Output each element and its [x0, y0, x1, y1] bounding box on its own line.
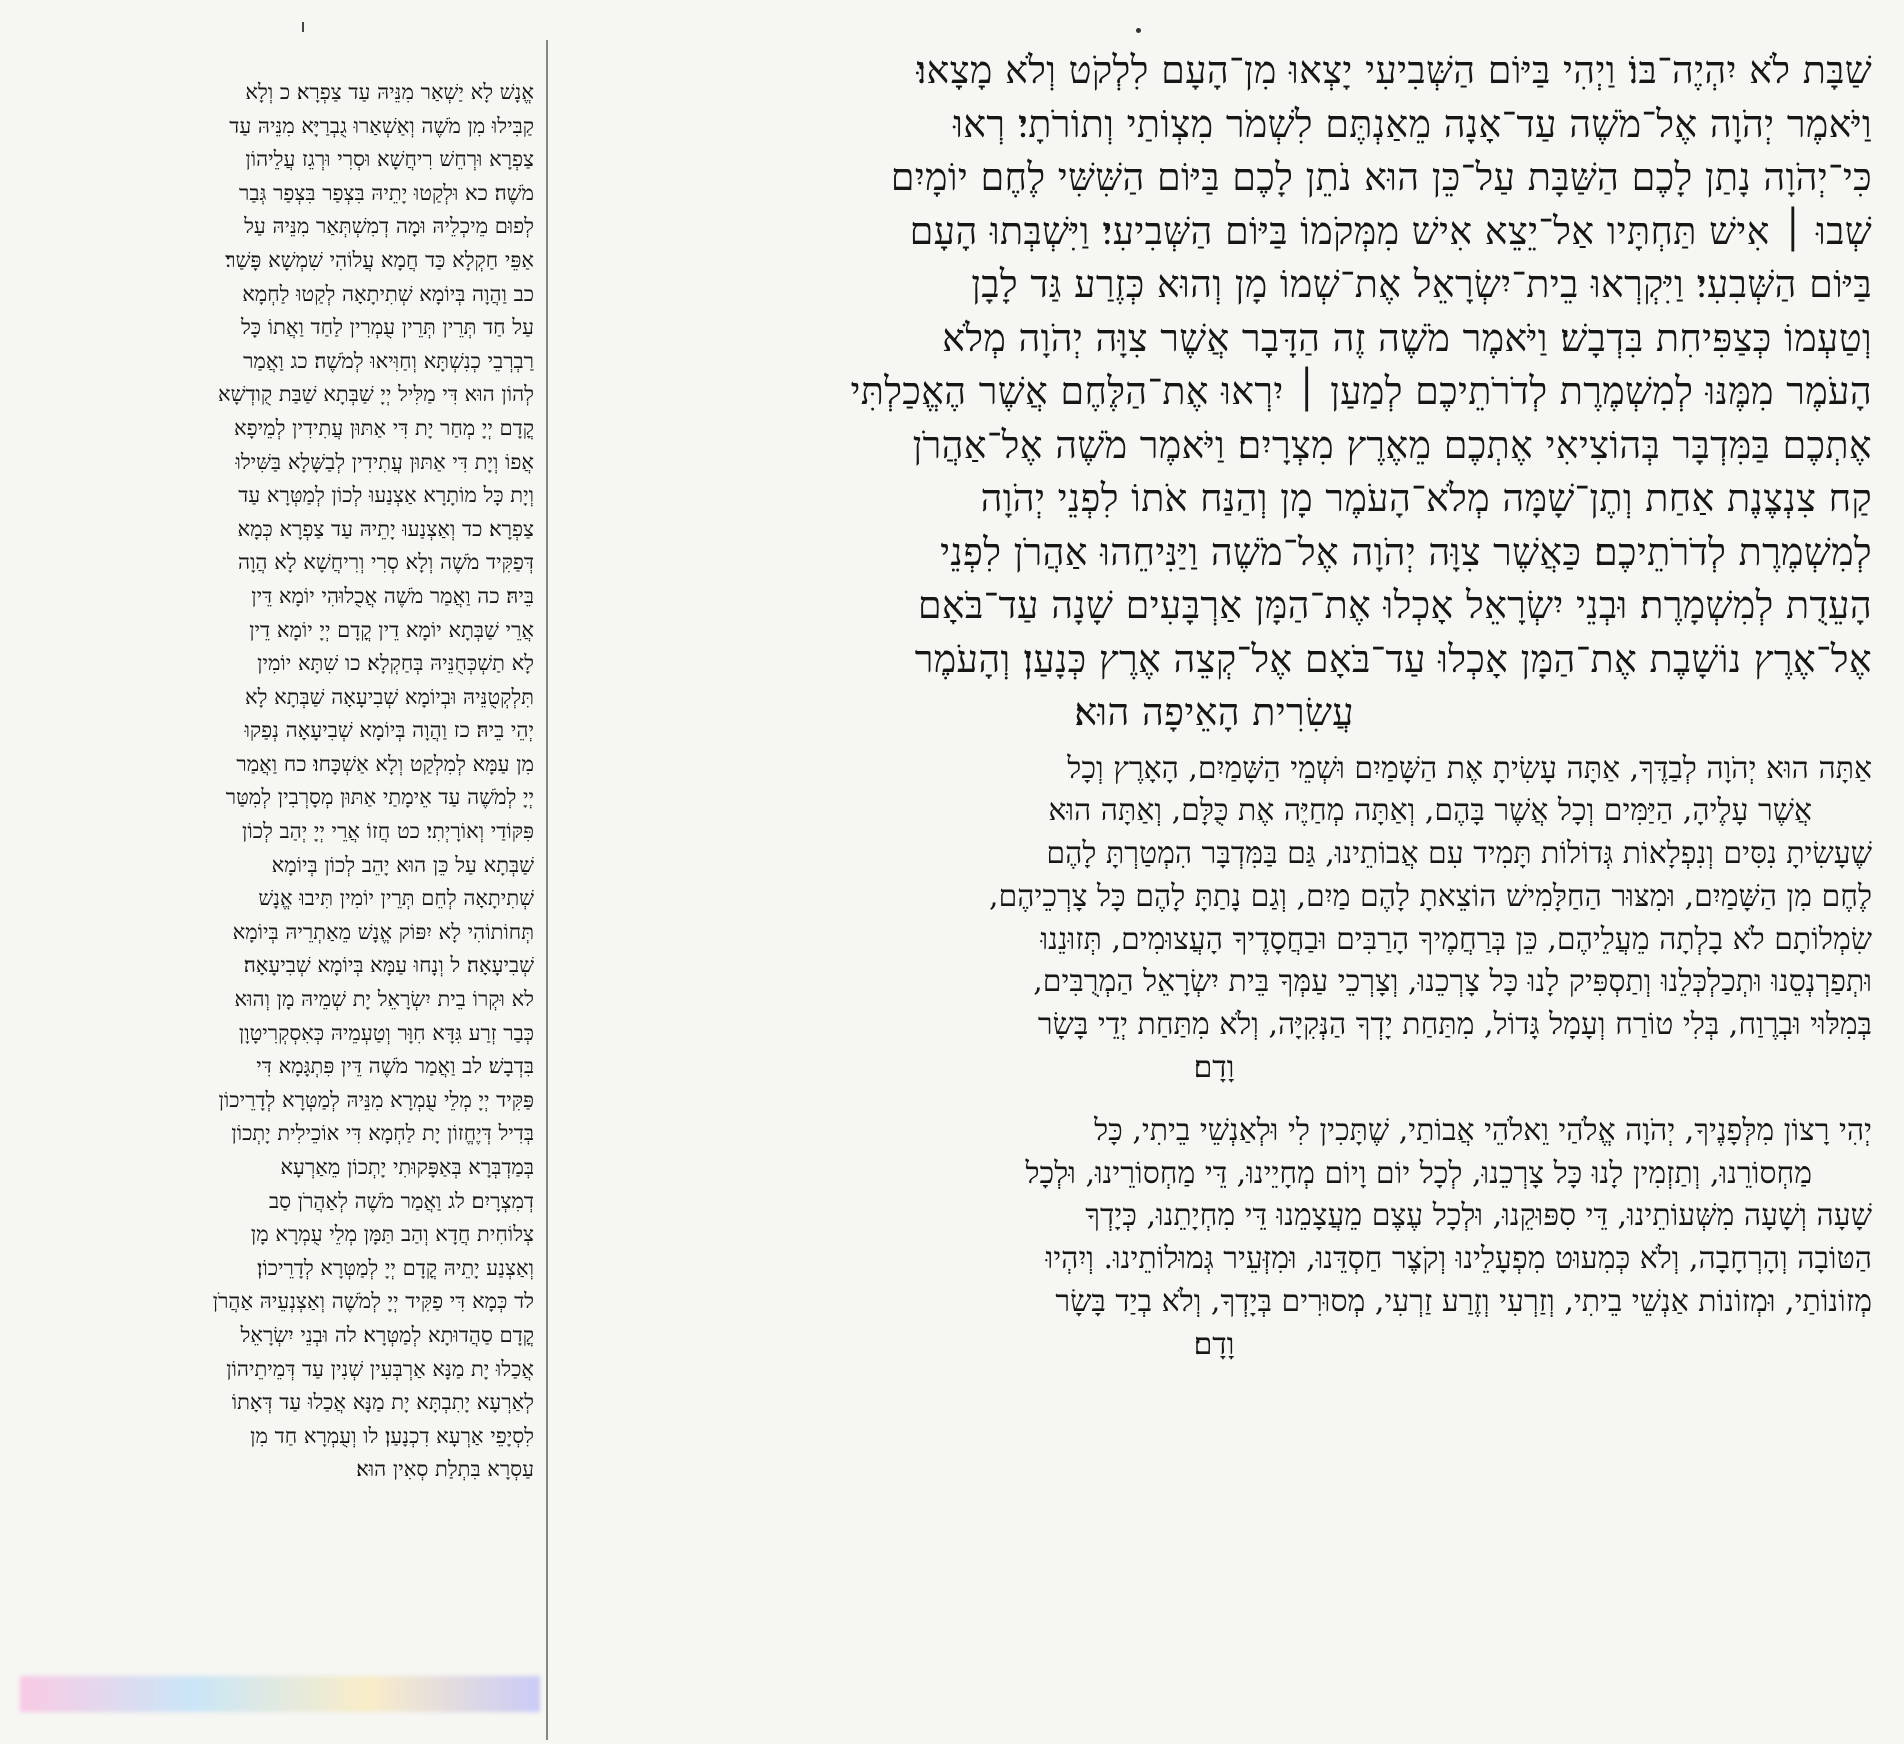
torah-line: כִּי־יְהֹוָה נָתַן לָכֶם הַשַּׁבָּת עַל־כֵּן הוּא נֹתֵן לָכֶם בַּיּוֹם הַשִּׁשִּׁי לֶחֶם יוֹמָיִם	[890, 155, 1872, 199]
targum-line: שְׁבִיעָאָה׃ ל וְנָחוּ עַמָּא בְּיוֹמָא שְׁבִיעָאָה׃	[243, 953, 534, 978]
prayer-line: לֶחֶם מִן הַשָּׁמַיִם, וּמִצּוּר הַחַלָּמִישׁ הוֹצֵאתָ לָהֶם מַיִם, וְגַם נָתַתָּ לָהֶם כָּל צָרְכֵיהֶם,	[988, 878, 1872, 914]
targum-line: אַפֵּי חַקְלָא כַּד חֲמָא עֲלוֹהִי שִׁמְשָׁא פָּשַׁר׃	[225, 247, 534, 272]
prayer-line: בְּמִלּוּי וּבְרֶוַח, בְּלִי טוֹרַח וְעָמָל גָּדוֹל, מִתַּחַת יָדְךָ הַנְּקִיָּה, וְלֹא מִתַּחַת יְדֵי בָּשָׂר	[1037, 1007, 1872, 1043]
scan-mark	[302, 22, 304, 32]
prayer-line: אֲשֶׁר עָלֶיהָ, הַיַּמִּים וְכָל אֲשֶׁר בָּהֶם, וְאַתָּה מְחַיֶּה אֶת כֻּלָּם, וְאַתָּה הוּא	[1048, 793, 1812, 829]
targum-line: וְיָת כָּל מוֹתָרָא אַצְנַעוּ לְכוֹן לְמַטְּרָא עַד	[238, 483, 534, 508]
targum-line: רַבְרְבֵי כְנִשְׁתָּא וְחַוִּיאוּ לְמֹשֶׁה׃ כג וַאֲמַר	[243, 348, 534, 373]
targum-line: דְמִצְרָיִם׃ לג וַאֲמַר מֹשֶׁה לְאַהֲרֹן סַב	[269, 1188, 534, 1213]
targum-line: לָא תַשְׁכְּחֻנֵּיהּ בְּחַקְלָא׃ כו שִׁתָּא יוֹמִין	[257, 651, 534, 676]
prayer-line: וּתְפַרְנְסֵנוּ וּתְכַלְכְּלֵנוּ וְתַסְפִּיק לָנוּ כָּל צָרְכֵנוּ, וְצָרְכֵי עַמְּךָ בֵּית יִשְׂרָאֵל הַמְרֻבִּים,	[1033, 964, 1872, 1000]
targum-line: שְׁתִיתָאָה לְחֵם תְּרֵין יוֹמִין תִּיבוּ אֱנָשׁ	[258, 886, 534, 911]
prayer-line: מְזוֹנוֹתַי, וּמְזוֹנוֹת אַנְשֵׁי בֵיתִי, וְזַרְעִי וְזֶרַע זַרְעִי, מְסוּרִים בְּיָדְךָ, וְלֹא בְיַד בָּשָׂר	[1055, 1284, 1872, 1320]
targum-line: צַפְרָא׃ כד וְאַצְנַעוּ יָתֵיהּ עַד צַפְרָא כְּמָא	[237, 516, 534, 541]
targum-line: קֳדָם יְיָ מְחַר יָת דִּי אַתּוּן עֲתִידִין לְמֵיפָא	[234, 415, 534, 440]
targum-line: אֲרֵי שַׁבְּתָא יוֹמָא דֵין קֳדָם יְיָ יוֹמָא דֵין	[249, 617, 534, 642]
torah-text	[556, 44, 1872, 740]
torah-line: וַיֹּאמֶר יְהֹוָה אֶל־מֹשֶׁה עַד־אָנָה מֵאַנְתֶּם לִשְׁמֹר מִצְוֹתַי וְתוֹרֹתָי׃ רְאוּ	[953, 101, 1872, 146]
torah-line: וְטַעְמוֹ כְּצַפִּיחִת בִּדְבָשׁ׃ וַיֹּאמֶר מֹשֶׁה זֶה הַדָּבָר אֲשֶׁר צִוָּה יְהֹוָה מְלֹא	[942, 315, 1872, 360]
column-divider	[546, 40, 548, 1740]
targum-column	[14, 76, 534, 1487]
prayer-line: הַטּוֹבָה וְהָרְחָבָה, וְלֹא כְּמִעוּט מִפְעָלֵינוּ וְקֹצֶר חַסְדֵּנוּ, וּמִזְּעֵיר גְּמוּלוֹתֵינוּ. וְיִהְיוּ	[1045, 1241, 1872, 1277]
targum-line: תִּלְקְטֻנֵּיהּ וּבְיוֹמָא שְׁבִיעָאָה שַׁבְּתָא לָא	[245, 684, 534, 709]
torah-line: הָעֹמֶר מִמֶּנּוּ לְמִשְׁמֶרֶת לְדֹרֹתֵיכֶם לְמַעַן ׀ יִרְאוּ אֶת־הַלֶּחֶם אֲשֶׁר הֶאֱכַלְתִּי	[850, 369, 1872, 413]
prayer-line: שִׂמְלוֹתָם לֹא בָלְתָה מֵעֲלֵיהֶם, כֵּן בְּרַחֲמֶיךָ הָרַבִּים וּבַחֲסָדֶיךָ הָעֲצוּמִים, תְּזוּנֵנוּ	[1040, 921, 1872, 957]
targum-line: יְיָ לְמֹשֶׁה עַד אֵימָתַי אַתּוּן מְסָרְבִין לְמִטַּר	[225, 785, 534, 810]
torah-line: לְמִשְׁמֶרֶת לְדֹרֹתֵיכֶם׃ כַּאֲשֶׁר צִוָּה יְהֹוָה אֶל־מֹשֶׁה וַיַּנִּיחֵהוּ אַהֲרֹן לִפְנֵי	[940, 529, 1872, 574]
targum-line: כְּבַר זְרַע גִּדָּא חִוָּר וְטַעְמֵיהּ כְּאִסְקְרִיטָוָן	[238, 1020, 534, 1045]
prayer-paragraph-1	[556, 748, 1872, 1090]
targum-line: בְּדִיל דְּיֶחֱזוֹן יָת לַחְמָא דִּי אוֹכֵילִית יָתְכוֹן	[231, 1121, 534, 1146]
targum-line: יְהֵי בֵיהּ׃ כז וַהֲוָה בְּיוֹמָא שְׁבִיעָאָה נְפַקוּ	[244, 718, 534, 743]
torah-line: אֶל־אֶרֶץ נוֹשָׁבֶת אֶת־הַמָּן אָכְלוּ עַד־בֹּאָם אֶל־קְצֵה אֶרֶץ כְּנָעַן׃ וְהָעֹמֶר	[914, 636, 1872, 681]
targum-line: וְאַצְנַע יָתֵיהּ קֳדָם יְיָ לְמַטְּרָא לְדָרֵיכוֹן׃	[256, 1255, 534, 1280]
torah-line-final: עֲשִׂרִית הָאֵיפָה הוּא׃	[1074, 690, 1354, 734]
targum-line: עַל חַד תְּרֵין תְּרֵין עֻמְרִין לַחַד וַאֲתוֹ כָּל	[240, 315, 534, 340]
scan-dot	[1136, 28, 1141, 33]
targum-line: תְּחוֹתוֹהִי לָא יִפּוֹק אֱנָשׁ מֵאַתְרֵיהּ בְּיוֹמָא	[232, 919, 534, 944]
targum-line: לְפוּם מֵיכְלֵיהּ וּמָה דְמִשְׁתְּאַר מִנֵּיהּ עַל	[244, 214, 534, 239]
torah-line: בַּיּוֹם הַשְּׁבִעִי׃ וַיִּקְרְאוּ בֵית־יִשְׂרָאֵל אֶת־שְׁמוֹ מָן וְהוּא כְּזֶרַע גַּד לָבָן	[971, 262, 1872, 306]
targum-line: לְאַרְעָא יָתִבְתָּא יָת מַנָּא אֲכַלוּ עַד דְּאָתוֹ	[231, 1390, 534, 1415]
targum-line: דְּפַקִּיד מֹשֶׁה וְלָא סְרִי וְרִיחֲשָׁא לָא הֲוָה	[237, 550, 534, 575]
targum-line: עַסְרָא בִּתְלַת סְאִין הוּא׃	[356, 1457, 534, 1482]
targum-line: קֳדָם סַהֲדוּתָא לְמַטְּרָא׃ לה וּבְנֵי יִשְׂרָאֵל	[240, 1322, 534, 1347]
prayer-line: מַחְסוֹרֵנוּ, וְתַזְמִין לָנוּ כָּל צָרְכֵנוּ, לְכָל יוֹם וָיוֹם מְחָיֵינוּ, דֵּי מַחְסוֹרֵינוּ, וּלְכָל	[1025, 1155, 1812, 1191]
targum-line: לְהוֹן הוּא דִּי מַלִּיל יְיָ שַׁבְּתָא שַׁבַּת קֻודְשָׁא	[217, 382, 534, 407]
targum-line: צְלוֹחִית חֲדָא וְהַב תַּמָּן מְלֵי עֻמְרָא מָן	[250, 1222, 534, 1247]
targum-line: מֹשֶׁה׃ כא וּלְקַטוּ יָתֵיהּ בִּצְפַר בִּצְפַר גְּבַר	[239, 180, 534, 205]
targum-line: כב וַהֲוָה בְּיוֹמָא שְׁתִיתָאָה לְקַטוּ לַחְמָא	[242, 281, 534, 306]
prayer-paragraph-2	[556, 1110, 1872, 1367]
targum-line: בֵּיהּ׃ כה וַאֲמַר מֹשֶׁה אֲכֻלוּהִי יוֹמָא דֵּין	[251, 583, 534, 608]
targum-line: פַּקִּיד יְיָ מְלֵי עֻמְרָא מִנֵּיהּ לְמַטְּרָא לְדָרֵיכוֹן	[218, 1087, 534, 1112]
torah-line: הָעֵדֻת לְמִשְׁמָרֶת׃ וּבְנֵי יִשְׂרָאֵל אָכְלוּ אֶת־הַמָּן אַרְבָּעִים שָׁנָה עַד־בֹּאָם	[917, 583, 1872, 627]
main-column	[556, 44, 1872, 1367]
torah-line: קַח צִנְצֶנֶת אַחַת וְתֶן־שָׁמָּה מְלֹא־הָעֹמֶר מָן וְהַנַּח אֹתוֹ לִפְנֵי יְהֹוָה	[980, 476, 1872, 520]
targum-line: לִסְיָפֵי אַרְעָא דִכְנָעַן׃ לו וְעֻמְרָא חַד מִן	[250, 1423, 534, 1448]
targum-line: אֲפוֹ וְיָת דִּי אַתּוּן עֲתִידִין לְבַשָּׁלָא בַּשִּׁילוּ	[235, 449, 534, 474]
prayer-line: שֶׁעָשִׂיתָ נִסִּים וְנִפְלָאוֹת גְּדוֹלוֹת תָּמִיד עִם אֲבוֹתֵינוּ, גַּם בַּמִּדְבָּר הִמְטַרְתָּ לָהֶם	[1046, 836, 1872, 872]
targum-line: צַפְרָא וּרְחֵשׁ רִיחֲשָׁא וּסְרִי וּרְגֵז עֲלֵיהוֹן	[245, 147, 534, 172]
targum-line: שַׁבְּתָא עַל כֵּן הוּא יָהֵב לְכוֹן בְּיוֹמָא	[271, 852, 534, 877]
targum-line: לד כְּמָא דִּי פַקִּיד יְיָ לְמֹשֶׁה וְאַצְנְעֵיהּ אַהֲרֹן	[212, 1289, 534, 1314]
torah-line: אֶתְכֶם בַּמִּדְבָּר בְּהוֹצִיאִי אֶתְכֶם מֵאֶרֶץ מִצְרָיִם׃ וַיֹּאמֶר מֹשֶׁה אֶל־אַהֲרֹן	[912, 422, 1872, 467]
prayer-line: יְהִי רָצוֹן מִלְּפָנֶיךָ, יְהֹוָה אֱלֹהַי וֵאלֹהֵי אֲבוֹתַי, שֶׁתָּכִין לִי וּלְאַנְשֵׁי בֵיתִי, כָּל	[1094, 1112, 1872, 1148]
targum-line: אֱנָשׁ לָא יַשְׁאַר מִנֵּיהּ עַד צַפְרָא׃ כ וְלָא	[245, 80, 534, 104]
targum-line: בְּמַדְבְּרָא בְּאַפָּקוּתִי יָתְכוֹן מֵאַרְעָא	[280, 1155, 534, 1179]
targum-line: מִן עַמָּא לְמִלְקַט וְלָא אַשְׁכָּחוּ׃ כח וַאֲמַר	[236, 751, 534, 776]
targum-line: קַבִּילוּ מִן מֹשֶׁה וְאַשְׁאַרוּ גֻבְרַיָּא מִנֵּיהּ עַד	[229, 113, 534, 138]
targum-line: בִּדְבָשׁ׃ לב וַאֲמַר מֹשֶׁה דֵּין פִּתְגָּמָא דִּי	[256, 1054, 534, 1079]
prayer-line: אַתָּה הוּא יְהֹוָה לְבַדֶּךָ, אַתָּה עָשִׂיתָ אֶת הַשָּׁמַיִם וּשְׁמֵי הַשָּׁמַיִם, הָאָרֶץ וְכָל	[1067, 750, 1872, 786]
targum-line: פִּקּוֹדַי וְאוֹרָיְתִי׃ כט חֲזוֹ אֲרֵי יְיָ יְהַב לְכוֹן	[242, 819, 534, 844]
prayer-line: שָׁעָה וְשָׁעָה מִשְּׁעוֹתֵינוּ, דֵּי סִפּוּקֵנוּ, וּלְכָל עֶצֶם מֵעֲצָמֵנוּ דֵּי מִחְיָתֵנוּ, כְּיָדְךָ	[1085, 1198, 1872, 1234]
torah-line: שְׁבוּ ׀ אִישׁ תַּחְתָּיו אַל־יֵצֵא אִישׁ מִמְּקֹמוֹ בַּיּוֹם הַשְּׁבִיעִי׃ וַיִּשְׁבְּתוּ הָעָם	[909, 208, 1872, 253]
prayer-line-final: וָדָם׃	[1193, 1326, 1235, 1362]
scan-color-smudge	[20, 1676, 540, 1712]
targum-line: לא וּקְרוֹ בֵית יִשְׂרָאֵל יָת שְׁמֵיהּ מָן וְהוּא	[234, 987, 534, 1012]
torah-line: שַׁבָּת לֹא יִהְיֶה־בּוֹ׃ וַיְהִי בַּיּוֹם הַשְּׁבִיעִי יָצְאוּ מִן־הָעָם לִלְקֹט וְלֹא מָצָאוּ׃	[916, 48, 1872, 92]
prayer-line-final: וָדָם׃	[1193, 1050, 1235, 1086]
targum-line: אֲכַלוּ יָת מַנָּא אַרְבְּעִין שְׁנִין עַד דְּמֵיתֵיהוֹן	[226, 1356, 534, 1381]
